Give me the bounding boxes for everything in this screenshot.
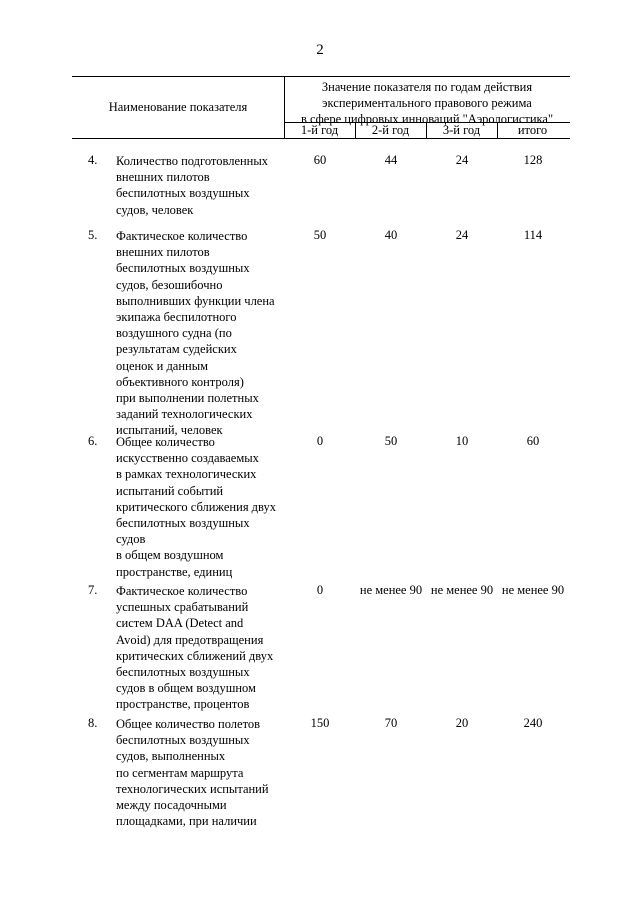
text-line: беспилотных воздушных (116, 516, 250, 531)
text-line: технологических испытаний (116, 781, 269, 796)
text-line: Фактическое количество (116, 584, 248, 598)
indicator-name (116, 153, 294, 218)
row-number: 5. (88, 228, 98, 242)
value-year-2: 44 (384, 153, 398, 167)
text-line: Фактическое количество (116, 229, 248, 243)
text-line: искусственно создаваемых (116, 451, 259, 466)
row-number: 6. (88, 434, 98, 448)
header-bottom-rule (72, 138, 570, 139)
row-number: 7. (88, 583, 98, 597)
text-line: экипажа беспилотного (116, 310, 237, 325)
value-year-3: не менее 90 (430, 583, 494, 597)
text-line: испытаний, человек (116, 423, 223, 438)
text-line: Avoid) для предотвращения (116, 632, 264, 647)
value-total: 240 (523, 716, 543, 730)
text-line: беспилотных воздушных (116, 186, 250, 201)
text-line: систем DAA (Detect and (116, 616, 244, 631)
text-line: успешных срабатываний (116, 600, 249, 615)
page-number: 2 (316, 42, 324, 58)
value-year-3: 24 (455, 153, 469, 167)
text-line: Общее количество полетов (116, 717, 261, 731)
text-line: по сегментам маршрута (116, 765, 244, 780)
value-header-line: в сфере цифровых инноваций "Аэрологистика" (300, 112, 554, 126)
row-number: 8. (88, 716, 98, 730)
value-year-1: 0 (316, 434, 324, 448)
value-year-3: 24 (455, 228, 469, 242)
value-year-3: 10 (455, 434, 469, 448)
text-line: результатам судейских (116, 342, 237, 357)
row-number: 4. (88, 153, 98, 167)
text-line: судов (116, 532, 146, 547)
text-line: выполнивших функции члена (116, 293, 275, 308)
text-line: беспилотных воздушных (116, 665, 250, 680)
indicator-name (116, 228, 294, 439)
text-line: пространстве, единиц (116, 564, 233, 579)
text-line: оценок и данным (116, 358, 209, 373)
text-line: судов в общем воздушном (116, 681, 256, 696)
text-line: критических сближений двух (116, 648, 274, 663)
text-line: внешних пилотов (116, 170, 210, 185)
value-year-1: 0 (316, 583, 324, 597)
text-line: внешних пилотов (116, 245, 210, 260)
text-line: Количество подготовленных (116, 154, 269, 168)
text-line: Общее количество (116, 435, 215, 449)
value-total: не менее 90 (501, 583, 565, 597)
value-total: 60 (526, 434, 540, 448)
text-line: воздушного судна (по (116, 326, 232, 341)
text-line: судов, безошибочно (116, 277, 223, 292)
value-year-2: не менее 90 (359, 583, 423, 597)
text-line: беспилотных воздушных (116, 733, 250, 748)
year-2-header: 2-й год (371, 123, 410, 137)
text-line: пространстве, процентов (116, 697, 250, 712)
year-3-header: 3-й год (442, 123, 481, 137)
text-line: беспилотных воздушных (116, 261, 250, 276)
value-year-1: 60 (313, 153, 327, 167)
text-line: испытаний событий (116, 483, 224, 498)
value-header-line: Значение показателя по годам действия (321, 80, 533, 94)
value-year-1: 50 (313, 228, 327, 242)
value-total: 114 (523, 228, 543, 242)
value-year-1: 150 (310, 716, 330, 730)
indicator-name (116, 583, 294, 713)
text-line: площадками, при наличии (116, 814, 257, 829)
value-year-2: 70 (384, 716, 398, 730)
text-line: в общем воздушном (116, 548, 224, 563)
year-1-header: 1-й год (300, 123, 339, 137)
value-total: 128 (523, 153, 543, 167)
header-top-rule (72, 76, 570, 77)
text-line: заданий технологических (116, 407, 253, 422)
value-header-line: экспериментального правового режима (322, 96, 532, 110)
indicator-name (116, 434, 294, 580)
text-line: при выполнении полетных (116, 391, 259, 406)
text-line: объективного контроля) (116, 374, 244, 389)
value-year-2: 40 (384, 228, 398, 242)
indicator-value-header (285, 79, 569, 127)
indicator-name-header: Наименование показателя (108, 100, 248, 114)
text-line: судов, выполненных (116, 749, 226, 764)
text-line: судов, человек (116, 202, 194, 217)
value-year-3: 20 (455, 716, 469, 730)
total-header: итого (517, 123, 548, 137)
text-line: между посадочными (116, 798, 227, 813)
indicator-name (116, 716, 294, 829)
text-line: в рамках технологических (116, 467, 257, 482)
value-year-2: 50 (384, 434, 398, 448)
text-line: критического сближения двух (116, 499, 277, 514)
